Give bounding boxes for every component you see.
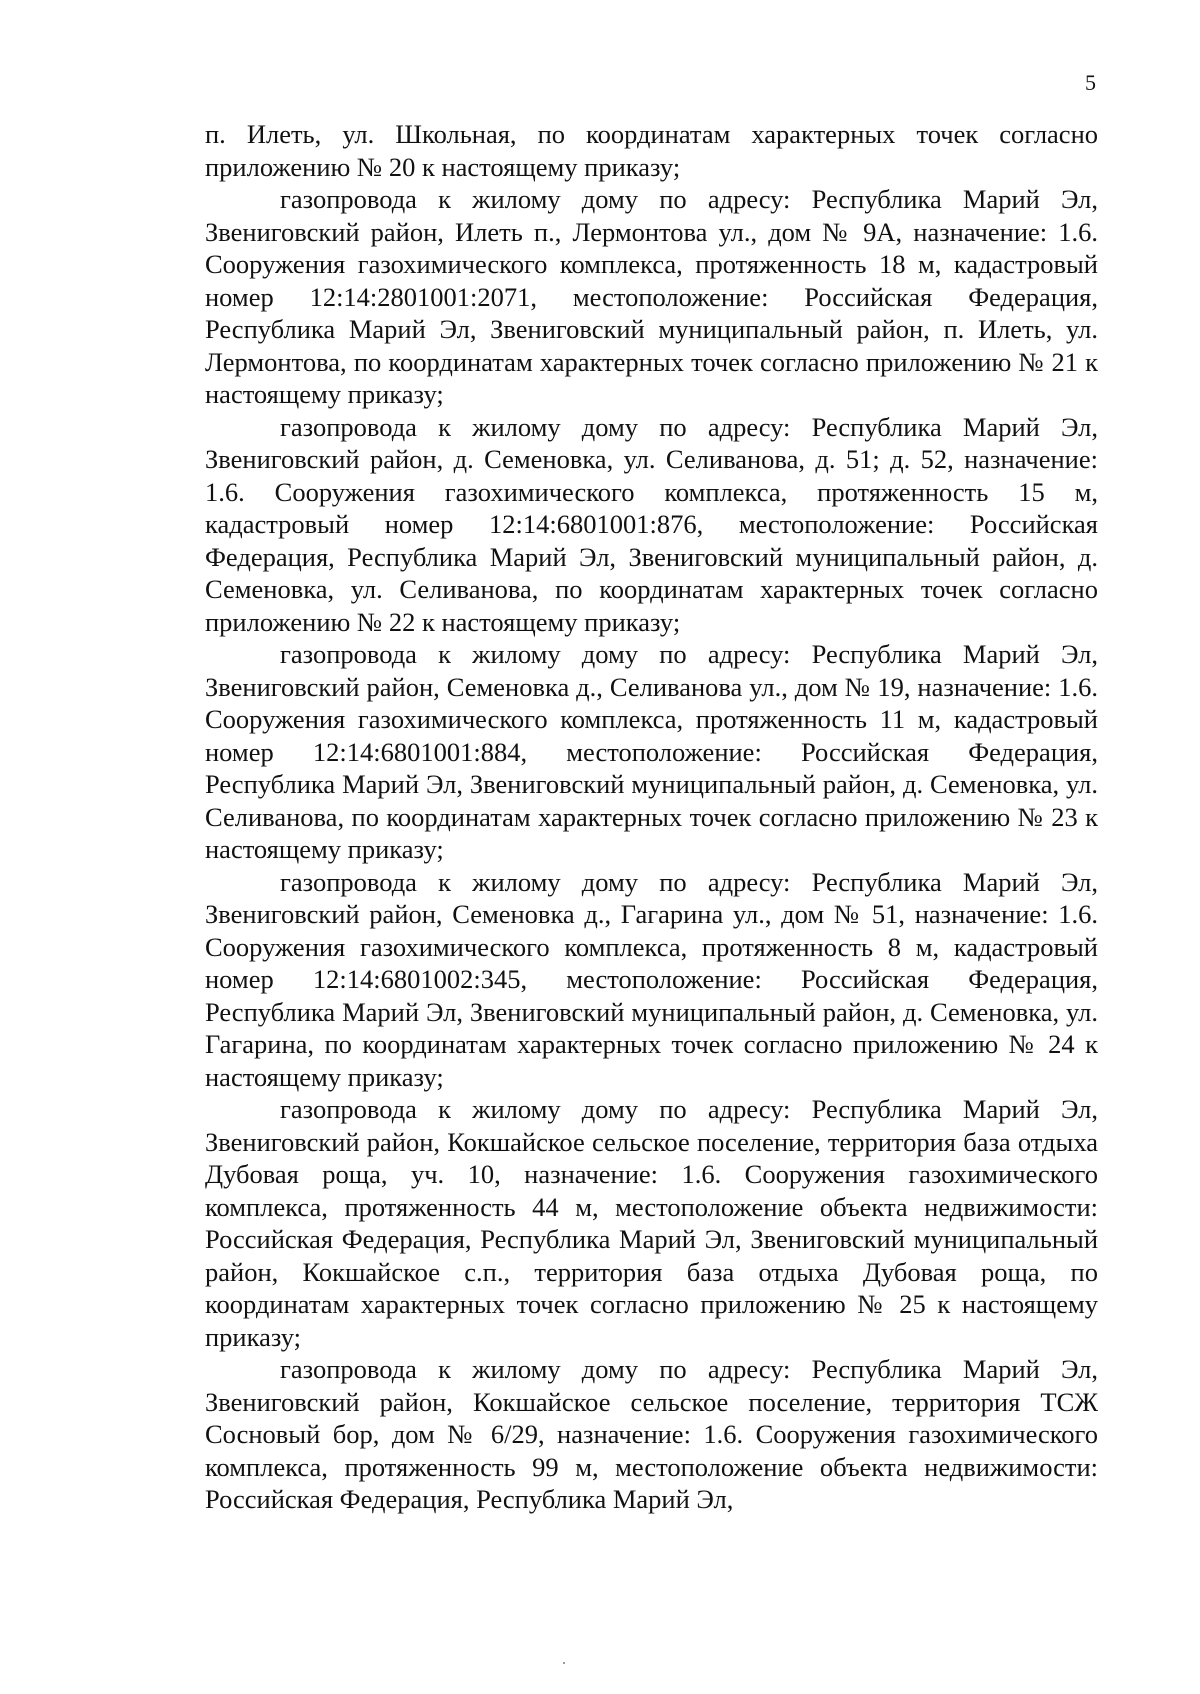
paragraph-item: газопровода к жилому дому по адресу: Республика Марий Эл, Звениговский район, Семеновка д., Селиванова ул., дом № 19, назначение: 1.6. Сооружения газохимического комплекса, протяженность 11 м, кадастровый номер 12:14:6801001:884, местоположение: Российская Федерация, Республика Марий Эл, Звениговский муниципальный район, д. Семеновка, ул. Селиванова, по координатам характерных точек согласно приложению № 23 к настоящему приказу;: [205, 639, 1098, 864]
paragraph-item: газопровода к жилому дому по адресу: Республика Марий Эл, Звениговский район, Кокшайское сельское поселение, территория ТСЖ Сосновый бор, дом № 6/29, назначение: 1.6. Сооружения газохимического комплекса, протяженность 99 м, местоположение объекта недвижимости: Российская Федерация, Республика Марий Эл,: [205, 1354, 1098, 1514]
document-body: [205, 118, 1098, 1516]
paragraph-item: газопровода к жилому дому по адресу: Республика Марий Эл, Звениговский район, д. Семеновка, ул. Селиванова, д. 51; д. 52, назначение: 1.6. Сооружения газохимического комплекса, протяженность 15 м, кадастровый номер 12:14:6801001:876, местоположение: Российская Федерация, Республика Марий Эл, Звениговский муниципальный район, д. Семеновка, ул. Селиванова, по координатам характерных точек согласно приложению № 22 к настоящему приказу;: [205, 411, 1098, 637]
page-number: 5: [1085, 70, 1096, 95]
scan-dot: [563, 1662, 565, 1664]
paragraph-continuation: п. Илеть, ул. Школьная, по координатам характерных точек согласно приложению № 20 к настоящему приказу;: [205, 119, 1098, 182]
paragraph-item: газопровода к жилому дому по адресу: Республика Марий Эл, Звениговский район, Семеновка д., Гагарина ул., дом № 51, назначение: 1.6. Сооружения газохимического комплекса, протяженность 8 м, кадастровый номер 12:14:6801002:345, местоположение: Российская Федерация, Республика Марий Эл, Звениговский муниципальный район, д. Семеновка, ул. Гагарина, по координатам характерных точек согласно приложению № 24 к настоящему приказу;: [205, 866, 1098, 1092]
paragraph-item: газопровода к жилому дому по адресу: Республика Марий Эл, Звениговский район, Кокшайское сельское поселение, территория база отдыха Дубовая роща, уч. 10, назначение: 1.6. Сооружения газохимического комплекса, протяженность 44 м, местоположение объекта недвижимости: Российская Федерация, Республика Марий Эл, Звениговский муниципальный район, Кокшайское с.п., территория база отдыха Дубовая роща, по координатам характерных точек согласно приложению № 25 к настоящему приказу;: [205, 1094, 1098, 1352]
paragraph-item: газопровода к жилому дому по адресу: Республика Марий Эл, Звениговский район, Илеть п., Лермонтова ул., дом № 9А, назначение: 1.6. Сооружения газохимического комплекса, протяженность 18 м, кадастровый номер 12:14:2801001:2071, местоположение: Российская Федерация, Республика Марий Эл, Звениговский муниципальный район, п. Илеть, ул. Лермонтова, по координатам характерных точек согласно приложению № 21 к настоящему приказу;: [205, 184, 1098, 409]
